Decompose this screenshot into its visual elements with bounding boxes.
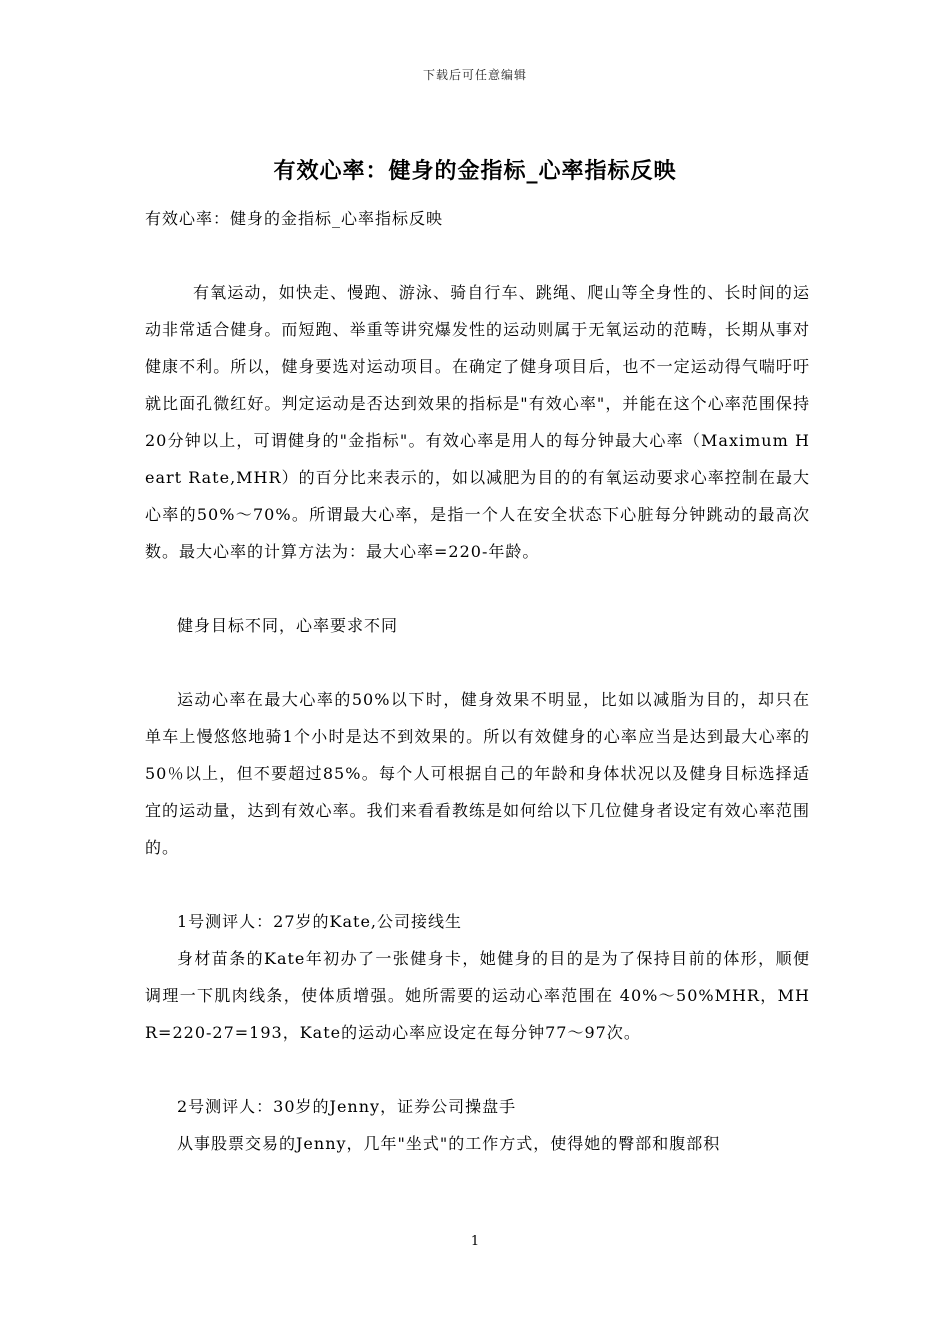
section-heading-goals: 健身目标不同，心率要求不同 bbox=[177, 616, 399, 635]
document-title: 有效心率：健身的金指标_心率指标反映 bbox=[273, 158, 677, 184]
tester-2-heading: 2号测评人：30岁的Jenny，证券公司操盘手 bbox=[177, 1097, 517, 1116]
header-note: 下载后可任意编辑 bbox=[422, 68, 527, 82]
tester-1-description: 身材苗条的Kate年初办了一张健身卡，她健身的目的是为了保持目前的体形，顺便调理一下肌肉线条，使体质增强。她所需要的运动心率范围在 40%～50%MHR，MHR=220-27=193，Kate的运动心率应设定在每分钟77～97次。 bbox=[145, 949, 810, 1042]
tester-2-description: 从事股票交易的Jenny，几年"坐式"的工作方式，使得她的臀部和腹部积 bbox=[177, 1134, 721, 1153]
document-body bbox=[145, 200, 810, 1162]
page-number: 1 bbox=[470, 1234, 480, 1249]
tester-1-heading: 1号测评人：27岁的Kate,公司接线生 bbox=[177, 912, 463, 931]
subtitle: 有效心率：健身的金指标_心率指标反映 bbox=[145, 209, 444, 228]
paragraph-aerobic-exercise: 有氧运动，如快走、慢跑、游泳、骑自行车、跳绳、爬山等全身性的、长时间的运动非常适合健身。而短跑、举重等讲究爆发性的运动则属于无氧运动的范畴，长期从事对健康不利。所以，健身要选对运动项目。在确定了健身项目后，也不一定运动得气喘吁吁就比面孔微红好。判定运动是否达到效果的指标是"有效心率"，并能在这个心率范围保持20分钟以上，可谓健身的"金指标"。有效心率是用人的每分钟最大心率（Maximum Heart Rate,MHR）的百分比来表示的，如以减肥为目的的有氧运动要求心率控制在最大心率的50%～70%。所谓最大心率，是指一个人在安全状态下心脏每分钟跳动的最高次数。最大心率的计算方法为：最大心率=220-年龄。 bbox=[145, 283, 810, 561]
paragraph-heart-rate-range: 运动心率在最大心率的50%以下时，健身效果不明显，比如以减脂为目的，却只在单车上慢悠悠地骑1个小时是达不到效果的。所以有效健身的心率应当是达到最大心率的50％以上，但不要超过85%。每个人可根据自己的年龄和身体状况以及健身目标选择适宜的运动量，达到有效心率。我们来看看教练是如何给以下几位健身者设定有效心率范围的。 bbox=[145, 690, 810, 857]
